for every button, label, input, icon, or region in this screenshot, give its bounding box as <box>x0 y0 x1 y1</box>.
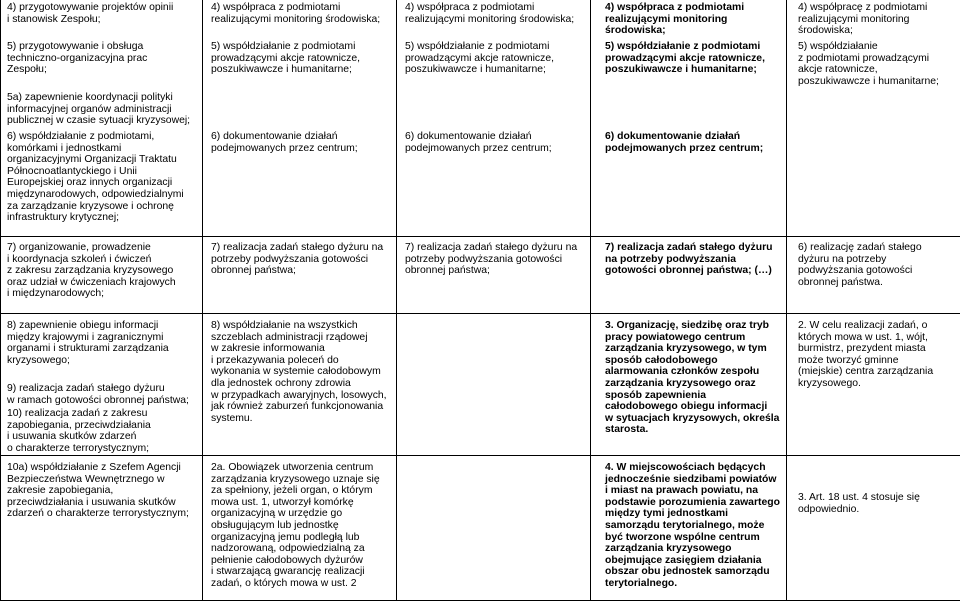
column-divider <box>590 0 591 601</box>
col1-item-5: 5) przygotowywanie i obsługa techniczno-organizacyjna prac Zespołu; <box>7 41 148 76</box>
col1-item-10: 10) realizacja zadań z zakresu zapobiegania, przeciwdziałania i usuwania skutków zdarzeń o charakterze terrorystycznym; <box>7 408 151 454</box>
col4-item-6: 6) dokumentowanie działań podejmowanych przez centrum; <box>605 131 764 154</box>
col3-item-6: 6) dokumentowanie działań podejmowanych przez centrum; <box>405 131 552 154</box>
row-divider <box>0 455 960 456</box>
column-divider <box>396 0 397 601</box>
col3-item-5: 5) współdziałanie z podmiotami prowadzącymi akcje ratownicze, poszukiwawcze i humanitarne; <box>405 41 554 76</box>
col2-item-2a: 2a. Obowiązek utworzenia centrum zarządzania kryzysowego uznaje się za spełniony, jeżeli organ, o którym mowa ust. 1, utworzył komórkę organizacyjną w urzędzie go obsługującym lub jednostkę organizacyjną jemu podległą lub nadzorowaną, odpowiedzialną za pełnienie całodobowych dyżurów i stwarzającą gwarancję realizacji zadań, o których mowa w ust. 2 <box>211 462 380 589</box>
col2-item-4: 4) współpraca z podmiotami realizującymi monitoring środowiska; <box>211 2 381 25</box>
column-divider <box>202 0 203 601</box>
table-border-left <box>0 0 1 601</box>
col1-item-7: 7) organizowanie, prowadzenie i koordynacja szkoleń i ćwiczeń z zakresu zarządzania kryzysowego oraz udział w ćwiczeniach krajowych i międzynarodowych; <box>7 242 176 300</box>
col2-item-6: 6) dokumentowanie działań podejmowanych przez centrum; <box>211 131 358 154</box>
col5-item-2: 2. W celu realizacji zadań, o których mowa w ust. 1, wójt, burmistrz, prezydent miasta może tworzyć gminne (miejskie) centra zarządzania kryzysowego. <box>798 320 934 389</box>
col4-item-4: 4) współpraca z podmiotami realizującymi monitoring środowiska; <box>605 2 745 37</box>
row-divider <box>0 313 960 314</box>
col5-item-4: 4) współpracę z podmiotami realizującymi monitoring środowiska; <box>798 2 928 37</box>
col3-item-7: 7) realizacja zadań stałego dyżuru na potrzeby podwyższania gotowości obronnej państwa; <box>405 242 578 277</box>
col2-item-8: 8) współdziałanie na wszystkich szczeblach administracji rządowej w zakresie informowania i przekazywania poleceń do wykonania w systemie całodobowym dla jednostek ochrony zdrowia w przypadkach awaryjnych, losowych, jak również zaburzeń funkcjonowania systemu. <box>211 320 387 424</box>
col5-item-3: 3. Art. 18 ust. 4 stosuje się odpowiednio. <box>798 492 920 515</box>
row-divider <box>0 236 960 237</box>
col3-item-4: 4) współpraca z podmiotami realizującymi monitoring środowiska; <box>405 2 575 25</box>
col5-item-6: 6) realizację zadań stałego dyżuru na potrzeby podwyższania gotowości obronnej państwa. <box>798 242 922 288</box>
col4-item-4-joint-centre: 4. W miejscowościach będących jednocześnie siedzibami powiatów i miast na prawach powiatu, na podstawie porozumienia zawartego między tymi jednostkami samorządu terytorialnego, może być tworzone wspólne centrum zarządzania kryzysowego obejmujące zasięgiem działania obszar obu jednostek samorządu terytorialnego. <box>605 462 780 589</box>
col1-item-6: 6) współdziałanie z podmiotami, komórkami i jednostkami organizacyjnymi Organizacji Traktatu Północnoatlantyckiego i Unii Europejskiej oraz innych organizacji międzynarodowych, odpowiedzialnymi za zarządzanie kryzysowe i ochronę infrastruktury krytycznej; <box>7 131 184 224</box>
col1-item-4: 4) przygotowywanie projektów opinii i stanowisk Zespołu; <box>7 2 174 25</box>
col2-item-5: 5) współdziałanie z podmiotami prowadzącymi akcje ratownicze, poszukiwawcze i humanitarne; <box>211 41 360 76</box>
col1-item-8: 8) zapewnienie obiegu informacji między krajowymi i zagranicznymi organami i strukturami zarządzania kryzysowego; <box>7 320 169 366</box>
col4-item-3: 3. Organizację, siedzibę oraz tryb pracy powiatowego centrum zarządzania kryzysowego, w tym sposób całodobowego alarmowania członków zespołu zarządzania kryzysowego oraz sposób zapewnienia całodobowego obiegu informacji w sytuacjach kryzysowych, określa starosta. <box>605 320 780 436</box>
col1-item-9: 9) realizacja zadań stałego dyżuru w ramach gotowości obronnej państwa; <box>7 383 189 406</box>
col1-item-5a: 5a) zapewnienie koordynacji polityki informacyjnej organów administracji publicznej w czasie sytuacji kryzysowej; <box>7 92 191 127</box>
col4-item-7: 7) realizacja zadań stałego dyżuru na potrzeby podwyższania gotowości obronnej państwa; (…) <box>605 242 773 277</box>
col1-item-10a: 10a) współdziałanie z Szefem Agencji Bezpieczeństwa Wewnętrznego w zakresie zapobiegania, przeciwdziałania i usuwania skutków zdarzeń o charakterze terrorystycznym; <box>7 462 189 520</box>
col2-item-7: 7) realizacja zadań stałego dyżuru na potrzeby podwyższania gotowości obronnej państwa; <box>211 242 384 277</box>
col4-item-5: 5) współdziałanie z podmiotami prowadzącymi akcje ratownicze, poszukiwawcze i humanitarne; <box>605 41 765 76</box>
col5-item-5: 5) współdziałanie z podmiotami prowadzącymi akcje ratownicze, poszukiwawcze i humanitarne; <box>798 41 939 87</box>
column-divider <box>786 0 787 601</box>
